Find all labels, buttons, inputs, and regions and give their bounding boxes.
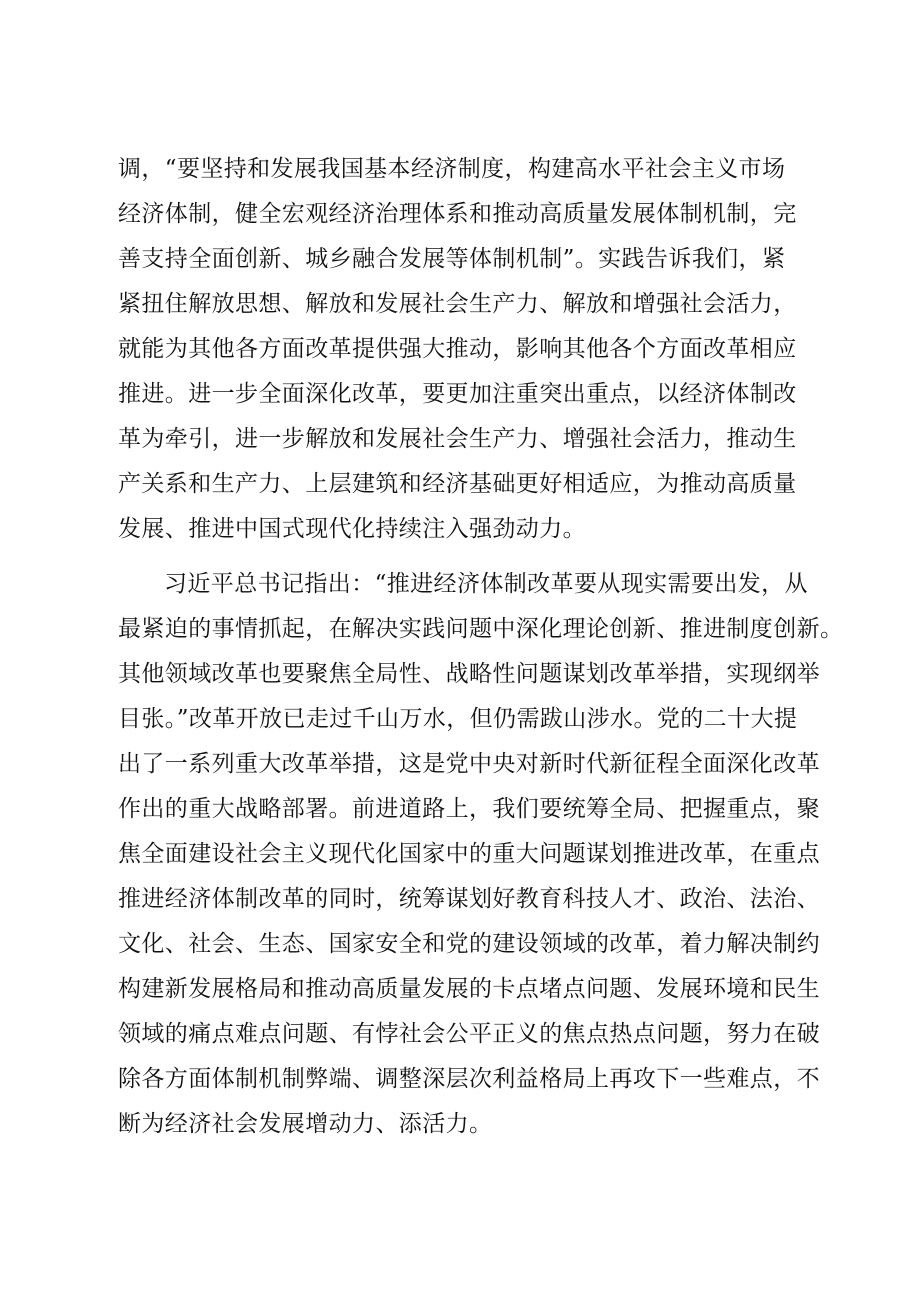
paragraph-line: 作出的重大战略部署。前进道路上，我们要统筹全局、把握重点，聚 bbox=[118, 796, 820, 822]
paragraph-line: 构建新发展格局和推动高质量发展的卡点堵点问题、发展环境和民生 bbox=[118, 976, 820, 1002]
paragraph-line: 紧扭住解放思想、解放和发展社会生产力、解放和增强社会活力， bbox=[118, 291, 797, 317]
paragraph-line: 革为牵引，进一步解放和发展社会生产力、增强社会活力，推动生 bbox=[118, 426, 797, 452]
paragraph-line: 目张。”改革开放已走过千山万水，但仍需跋山涉水。党的二十大提 bbox=[118, 706, 798, 732]
paragraph-1 bbox=[118, 147, 828, 552]
paragraph-line: 文化、社会、生态、国家安全和党的建设领域的改革，着力解决制约 bbox=[118, 931, 820, 957]
paragraph-line: 就能为其他各方面改革提供强大推动，影响其他各个方面改革相应 bbox=[118, 336, 797, 362]
paragraph-line: 焦全面建设社会主义现代化国家中的重大问题谋划推进改革，在重点 bbox=[118, 841, 820, 867]
paragraph-line: 产关系和生产力、上层建筑和经济基础更好相适应，为推动高质量 bbox=[118, 471, 797, 497]
paragraph-line: 调，“要坚持和发展我国基本经济制度，构建高水平社会主义市场 bbox=[118, 156, 786, 182]
paragraph-line: 经济体制，健全宏观经济治理体系和推动高质量发展体制机制，完 bbox=[118, 201, 797, 227]
paragraph-line: 推进。进一步全面深化改革，要更加注重突出重点，以经济体制改 bbox=[118, 381, 797, 407]
paragraph-line: 最紧迫的事情抓起，在解决实践问题中深化理论创新、推进制度创新。 bbox=[118, 616, 844, 642]
paragraph-line: 除各方面体制机制弊端、调整深层次利益格局上再攻下一些难点，不 bbox=[118, 1066, 820, 1092]
paragraph-line: 善支持全面创新、城乡融合发展等体制机制”。实践告诉我们，紧 bbox=[118, 246, 786, 272]
paragraph-line: 发展、推进中国式现代化持续注入强劲动力。 bbox=[118, 516, 586, 542]
paragraph-2 bbox=[118, 562, 844, 1147]
paragraph-line: 领域的痛点难点问题、有悖社会公平正义的焦点热点问题，努力在破 bbox=[118, 1021, 820, 1047]
paragraph-line: 断为经济社会发展增动力、添活力。 bbox=[118, 1111, 493, 1137]
paragraph-line: 出了一系列重大改革举措，这是党中央对新时代新征程全面深化改革 bbox=[118, 751, 820, 777]
paragraph-first-line: 习近平总书记指出：“推进经济体制改革要从现实需要出发，从 bbox=[164, 571, 808, 597]
paragraph-line: 其他领域改革也要聚焦全局性、战略性问题谋划改革举措，实现纲举 bbox=[118, 661, 820, 687]
paragraph-line: 推进经济体制改革的同时，统筹谋划好教育科技人才、政治、法治、 bbox=[118, 886, 820, 912]
